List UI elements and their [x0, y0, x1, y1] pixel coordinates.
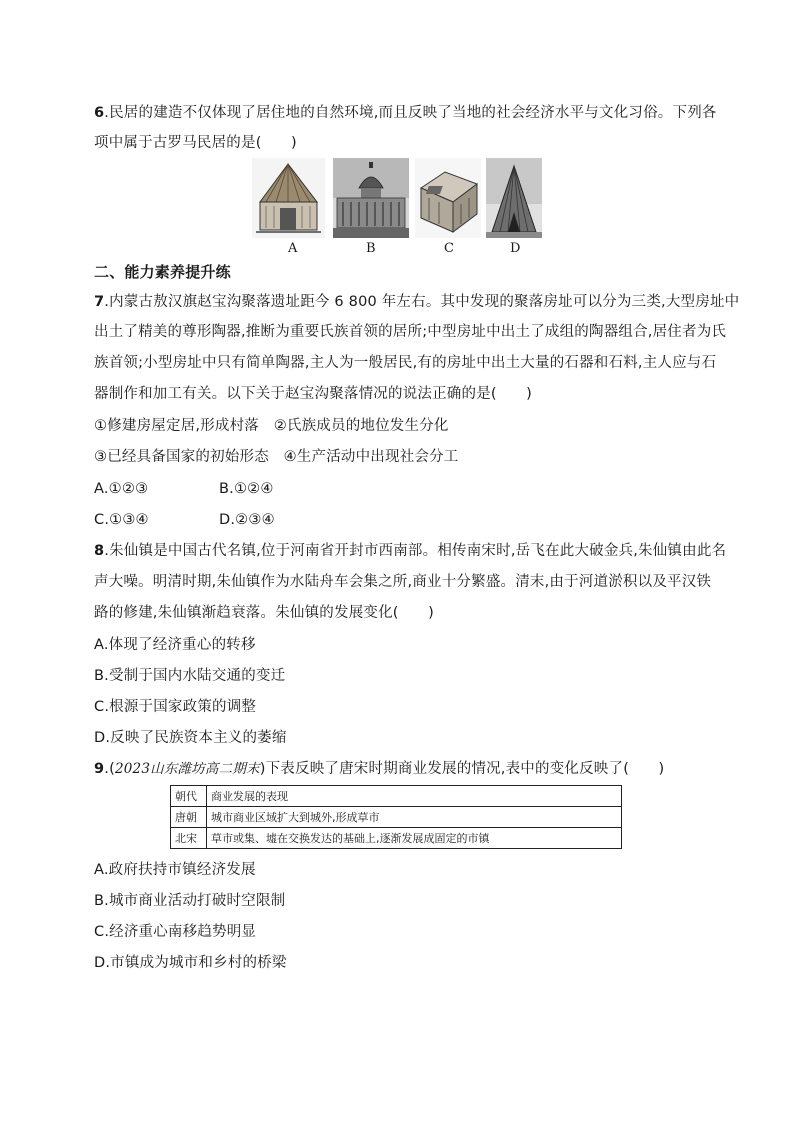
q8-option-b: B.受制于国内水陆交通的变迁 — [94, 668, 286, 684]
q9-number: 9 — [94, 761, 105, 777]
q6-image-row — [252, 158, 552, 238]
q9-option-c: C.经济重心南移趋势明显 — [94, 924, 257, 940]
q8-option-c: C.根源于国家政策的调整 — [94, 699, 257, 715]
q8-option-d: D.反映了民族资本主义的萎缩 — [94, 730, 287, 746]
q9-source: 2023山东潍坊高二期末 — [114, 761, 260, 777]
table-header-cell: 商业发展的表现 — [207, 786, 622, 807]
q7-line-2: 出土了精美的尊形陶器,推断为重要氏族首领的居所;中型房址中出土了成组的陶器组合,居住者为氏 — [94, 324, 727, 340]
q8-option-a: A.体现了经济重心的转移 — [94, 637, 256, 653]
q9-option-d: D.市镇成为城市和乡村的桥梁 — [94, 955, 287, 971]
q6-number: 6 — [94, 105, 105, 121]
q6-line-1: 6.民居的建造不仅体现了居住地的自然环境,而且反映了当地的社会经济水平与文化习俗。下列各 — [94, 105, 717, 121]
q7-statement-2: ③已经具备国家的初始形态 ④生产活动中出现社会分工 — [94, 449, 459, 465]
table-row — [171, 807, 622, 828]
table-header-row — [171, 786, 622, 807]
table-cell: 北宋 — [171, 828, 207, 849]
image-label-d: D — [510, 241, 521, 256]
table-header-cell: 朝代 — [171, 786, 207, 807]
conical-tent-image — [486, 158, 542, 238]
table-cell: 草市或集、墟在交换发达的基础上,逐渐发展成固定的市镇 — [207, 828, 622, 849]
q9-line-1: 9.(2023山东潍坊高二期末)下表反映了唐宋时期商业发展的情况,表中的变化反映了( ) — [94, 761, 665, 777]
image-label-c: C — [444, 241, 454, 256]
image-label-b: B — [366, 241, 376, 256]
q7-line-4: 器制作和加工有关。以下关于赵宝沟聚落情况的说法正确的是( ) — [94, 386, 533, 402]
q8-line-3: 路的修建,朱仙镇渐趋衰落。朱仙镇的发展变化( ) — [94, 605, 434, 621]
q7-number: 7 — [94, 294, 105, 310]
q7-line-1: 7.内蒙古敖汉旗赵宝沟聚落遗址距今 6 800 年左右。其中发现的聚落房址可以分为三类,大型房址中 — [94, 294, 740, 310]
q7-option-c: C.①③④ — [94, 512, 149, 528]
q8-line-2: 声大噪。明清时期,朱仙镇作为水陆舟车会集之所,商业十分繁盛。清末,由于河道淤积以及平汉铁 — [94, 574, 712, 590]
q9-option-b: B.城市商业活动打破时空限制 — [94, 893, 286, 909]
q8-number: 8 — [94, 543, 105, 559]
q8-line-1: 8.朱仙镇是中国古代名镇,位于河南省开封市西南部。相传南宋时,岳飞在此大破金兵,朱仙镇由此名 — [94, 543, 727, 559]
q7-option-d: D.②③④ — [219, 512, 275, 528]
basilica-image — [333, 158, 409, 238]
q9-table — [170, 785, 622, 849]
q7-option-a: A.①②③ — [94, 481, 149, 497]
table-cell: 城市商业区域扩大到城外,形成草市 — [207, 807, 622, 828]
q9-option-a: A.政府扶持市镇经济发展 — [94, 862, 256, 878]
q7-statement-1: ①修建房屋定居,形成村落 ②氏族成员的地位发生分化 — [94, 418, 449, 434]
q7-line-3: 族首领;小型房址中只有简单陶器,主人为一般居民,有的房址中出土大量的石器和石料,主人应与石 — [94, 355, 717, 371]
section-heading: 二、能力素养提升练 — [94, 263, 231, 281]
roman-house-image — [415, 158, 481, 238]
q6-line-2: 项中属于古罗马民居的是( ) — [94, 135, 297, 151]
table-cell: 唐朝 — [171, 807, 207, 828]
q7-option-row-1 — [94, 479, 148, 499]
image-label-a: A — [288, 241, 298, 256]
q7-option-b: B.①②④ — [219, 481, 274, 497]
thatched-hut-image — [252, 158, 325, 238]
table-row — [171, 828, 622, 849]
